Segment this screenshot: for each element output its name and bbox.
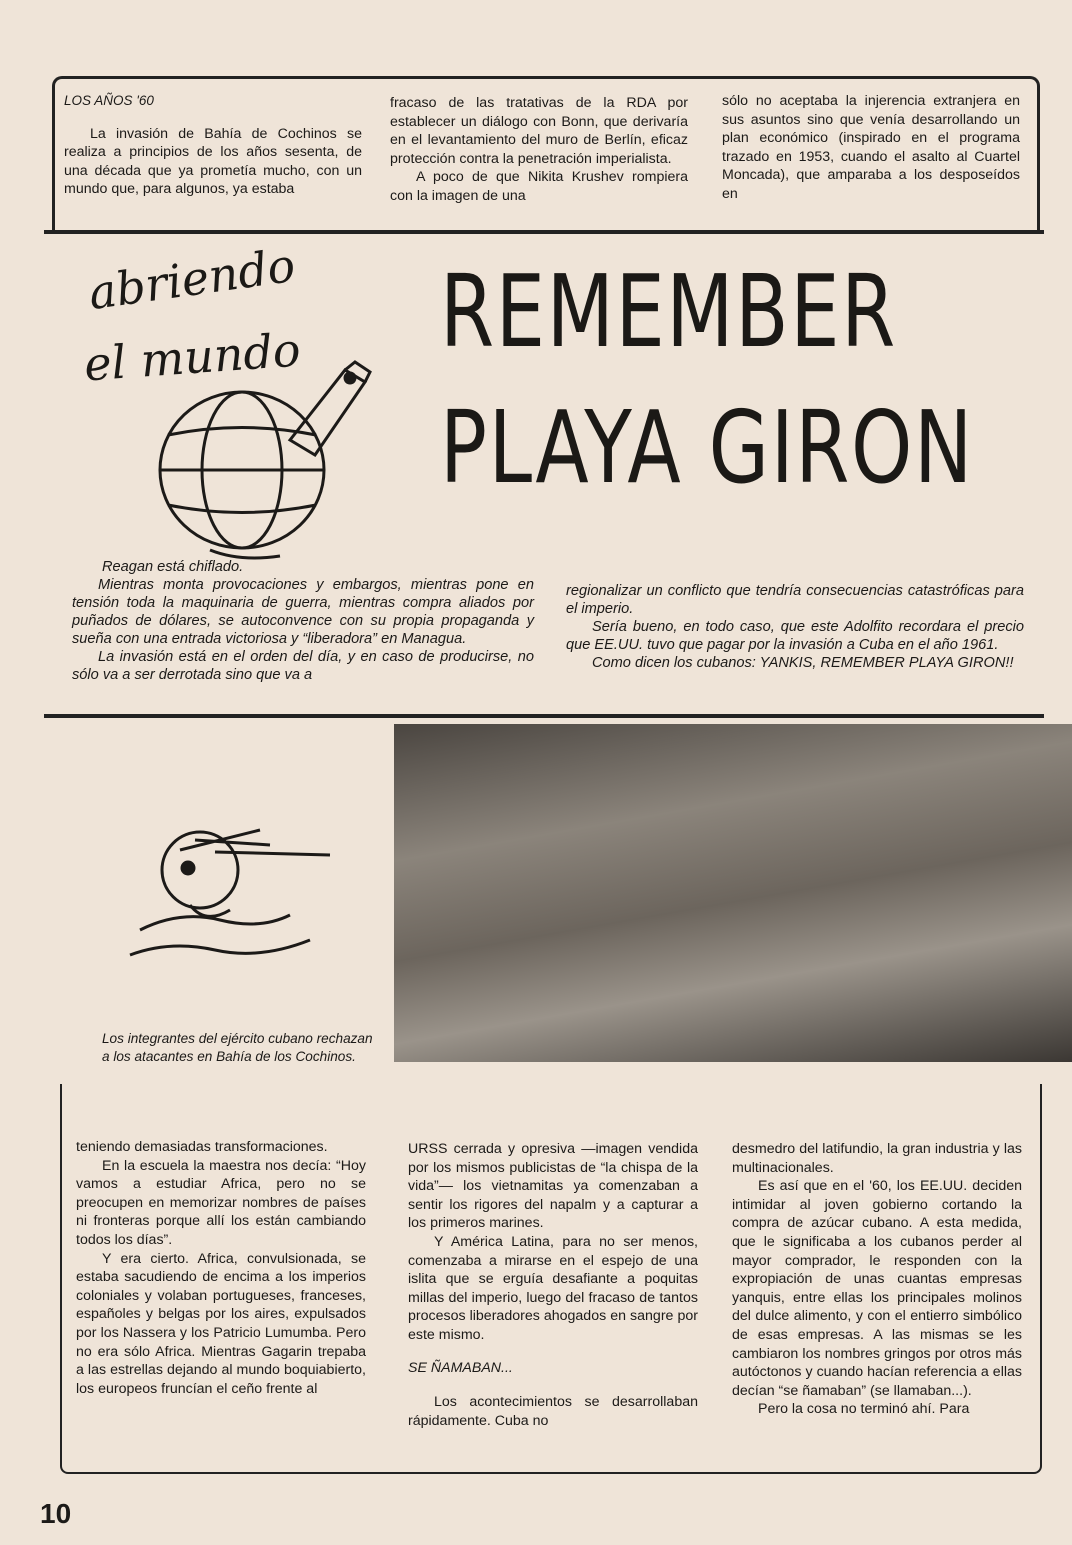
intro-p1: Reagan está chiflado.	[102, 559, 244, 575]
photo-caption: Los integrantes del ejército cubano rechazan a los atacantes en Bahía de los Cochinos.	[102, 1031, 373, 1064]
rule-middle	[44, 714, 1044, 718]
top-col-3	[722, 92, 1020, 204]
globe-pencil-illustration	[150, 360, 390, 570]
intro-p4: regionalizar un conflicto que tendría consecuencias catastróficas para el imperio.	[566, 583, 1024, 617]
logo-line-1: abriendo	[85, 237, 299, 321]
top-col-1	[64, 92, 362, 199]
body-col-2-p3: Los acontecimientos se desarrollaban rápidamente. Cuba no	[408, 1394, 698, 1429]
body-col-1	[76, 1138, 366, 1398]
top-col-1-text: La invasión de Bahía de Cochinos se realiza a principios de los años sesenta, de una década que ya prometía mucho, con un mundo que, para algunos, ya estaba	[64, 125, 362, 198]
body-col-2-subhead: SE ÑAMABAN...	[408, 1359, 513, 1376]
top-col-2	[390, 94, 688, 206]
body-col-2-p2: Y América Latina, para no ser menos, comenzaba a mirarse en el espejo de una islita que se erguía desafiante a poquitas millas del imperio, luego del fracaso de tantos procesos liberadores ahogados en sangre por este mismo.	[408, 1233, 698, 1343]
intro-p5: Sería bueno, en todo caso, que este Adolfito recordara el precio que EE.UU. tuvo que pagar por la invasión a Cuba en el año 1961.	[566, 619, 1024, 653]
headline-line-2: PLAYA GIRON	[440, 389, 974, 506]
swimmer-cartoon-illustration	[120, 810, 350, 980]
intro-col-left	[72, 558, 534, 684]
intro-col-right	[566, 582, 1024, 672]
body-col-3-p1: desmedro del latifundio, la gran industria y las multinacionales.	[732, 1141, 1022, 1176]
rule-top	[44, 230, 1044, 234]
battle-photo	[394, 724, 1072, 1062]
intro-p3: La invasión está en el orden del día, y en caso de producirse, no sólo va a ser derrotada sino que va a	[72, 649, 534, 683]
top-box-heading: LOS AÑOS '60	[64, 93, 154, 108]
page-number: 10	[40, 1498, 72, 1529]
intro-p2: Mientras monta provocaciones y embargos, mientras pone en tensión toda la maquinaria de guerra, mientras compra aliados por puñados de dólares, se autoconvence con su propia propaganda y sueña con una entrada victoriosa y “liberadora” en Managua.	[72, 577, 534, 647]
top-col-2-text-1: fracaso de las tratativas de la RDA por establecer un diálogo con Bonn, que derivaría en el levantamiento del muro de Berlín, eficaz protección contra la penetración imperialista.	[390, 95, 688, 167]
body-col-2	[408, 1140, 698, 1430]
body-col-1-p3: Y era cierto. Africa, convulsionada, se estaba sacudiendo de encima a los imperios coloniales y volaban portugueses, franceses, españoles y belgas por los aires, expulsados por los Nassera y los Patricio Lumumba. Pero no era sólo Africa. Mientras Gagarin trepaba a las estrellas dejando al mundo boquiabierto, los europeos fruncían el ceño frente al	[76, 1250, 366, 1397]
logo-line-2: el mundo	[82, 322, 303, 392]
top-col-3-text: sólo no aceptaba la injerencia extranjera en sus asuntos sino que venía desarrollando un plan económico (inspirado en el programa trazado en 1953, cuando el asalto al Cuartel Moncada), que amparaba a los desposeídos en	[722, 93, 1020, 202]
intro-p6: Como dicen los cubanos: YANKIS, REMEMBER PLAYA GIRON!!	[592, 655, 1014, 671]
body-col-2-p1: URSS cerrada y opresiva —imagen vendida por los mismos publicistas de “la chispa de la vida”— los vietnamitas ya comenzaban a sentir los rigores del napalm y a capturar a los primeros marines.	[408, 1141, 698, 1232]
headline-line-1: REMEMBER	[440, 253, 897, 370]
body-col-3-p2: Es así que en el '60, los EE.UU. deciden intimidar al joven gobierno cortando la compra de azúcar cubano. A esta medida, que le significaba a los cubanos perder al mayor comprador, le responden con la expropiación de unas cuantas empresas yanquis, entre ellas los principales molinos del dulce alimento, y con el entierro simbólico de esas empresas. A las mismas se les cambiaron los nombres gringos por otros más autóctonos y cuando hacían referencia a ellas decían “se ñamaban” (se llamaban...).	[732, 1178, 1022, 1399]
body-col-3-p3: Pero la cosa no terminó ahí. Para	[758, 1401, 970, 1418]
body-col-1-p2: En la escuela la maestra nos decía: “Hoy vamos a estudiar Africa, pero no se preocupen en memorizar nombres de países ni fronteras porque allí los están cambiando todos los días”.	[76, 1157, 366, 1248]
top-col-2-text-2: A poco de que Nikita Krushev rompiera con la imagen de una	[390, 169, 688, 204]
body-col-3	[732, 1140, 1022, 1419]
body-col-1-p1: teniendo demasiadas transformaciones.	[76, 1139, 328, 1155]
